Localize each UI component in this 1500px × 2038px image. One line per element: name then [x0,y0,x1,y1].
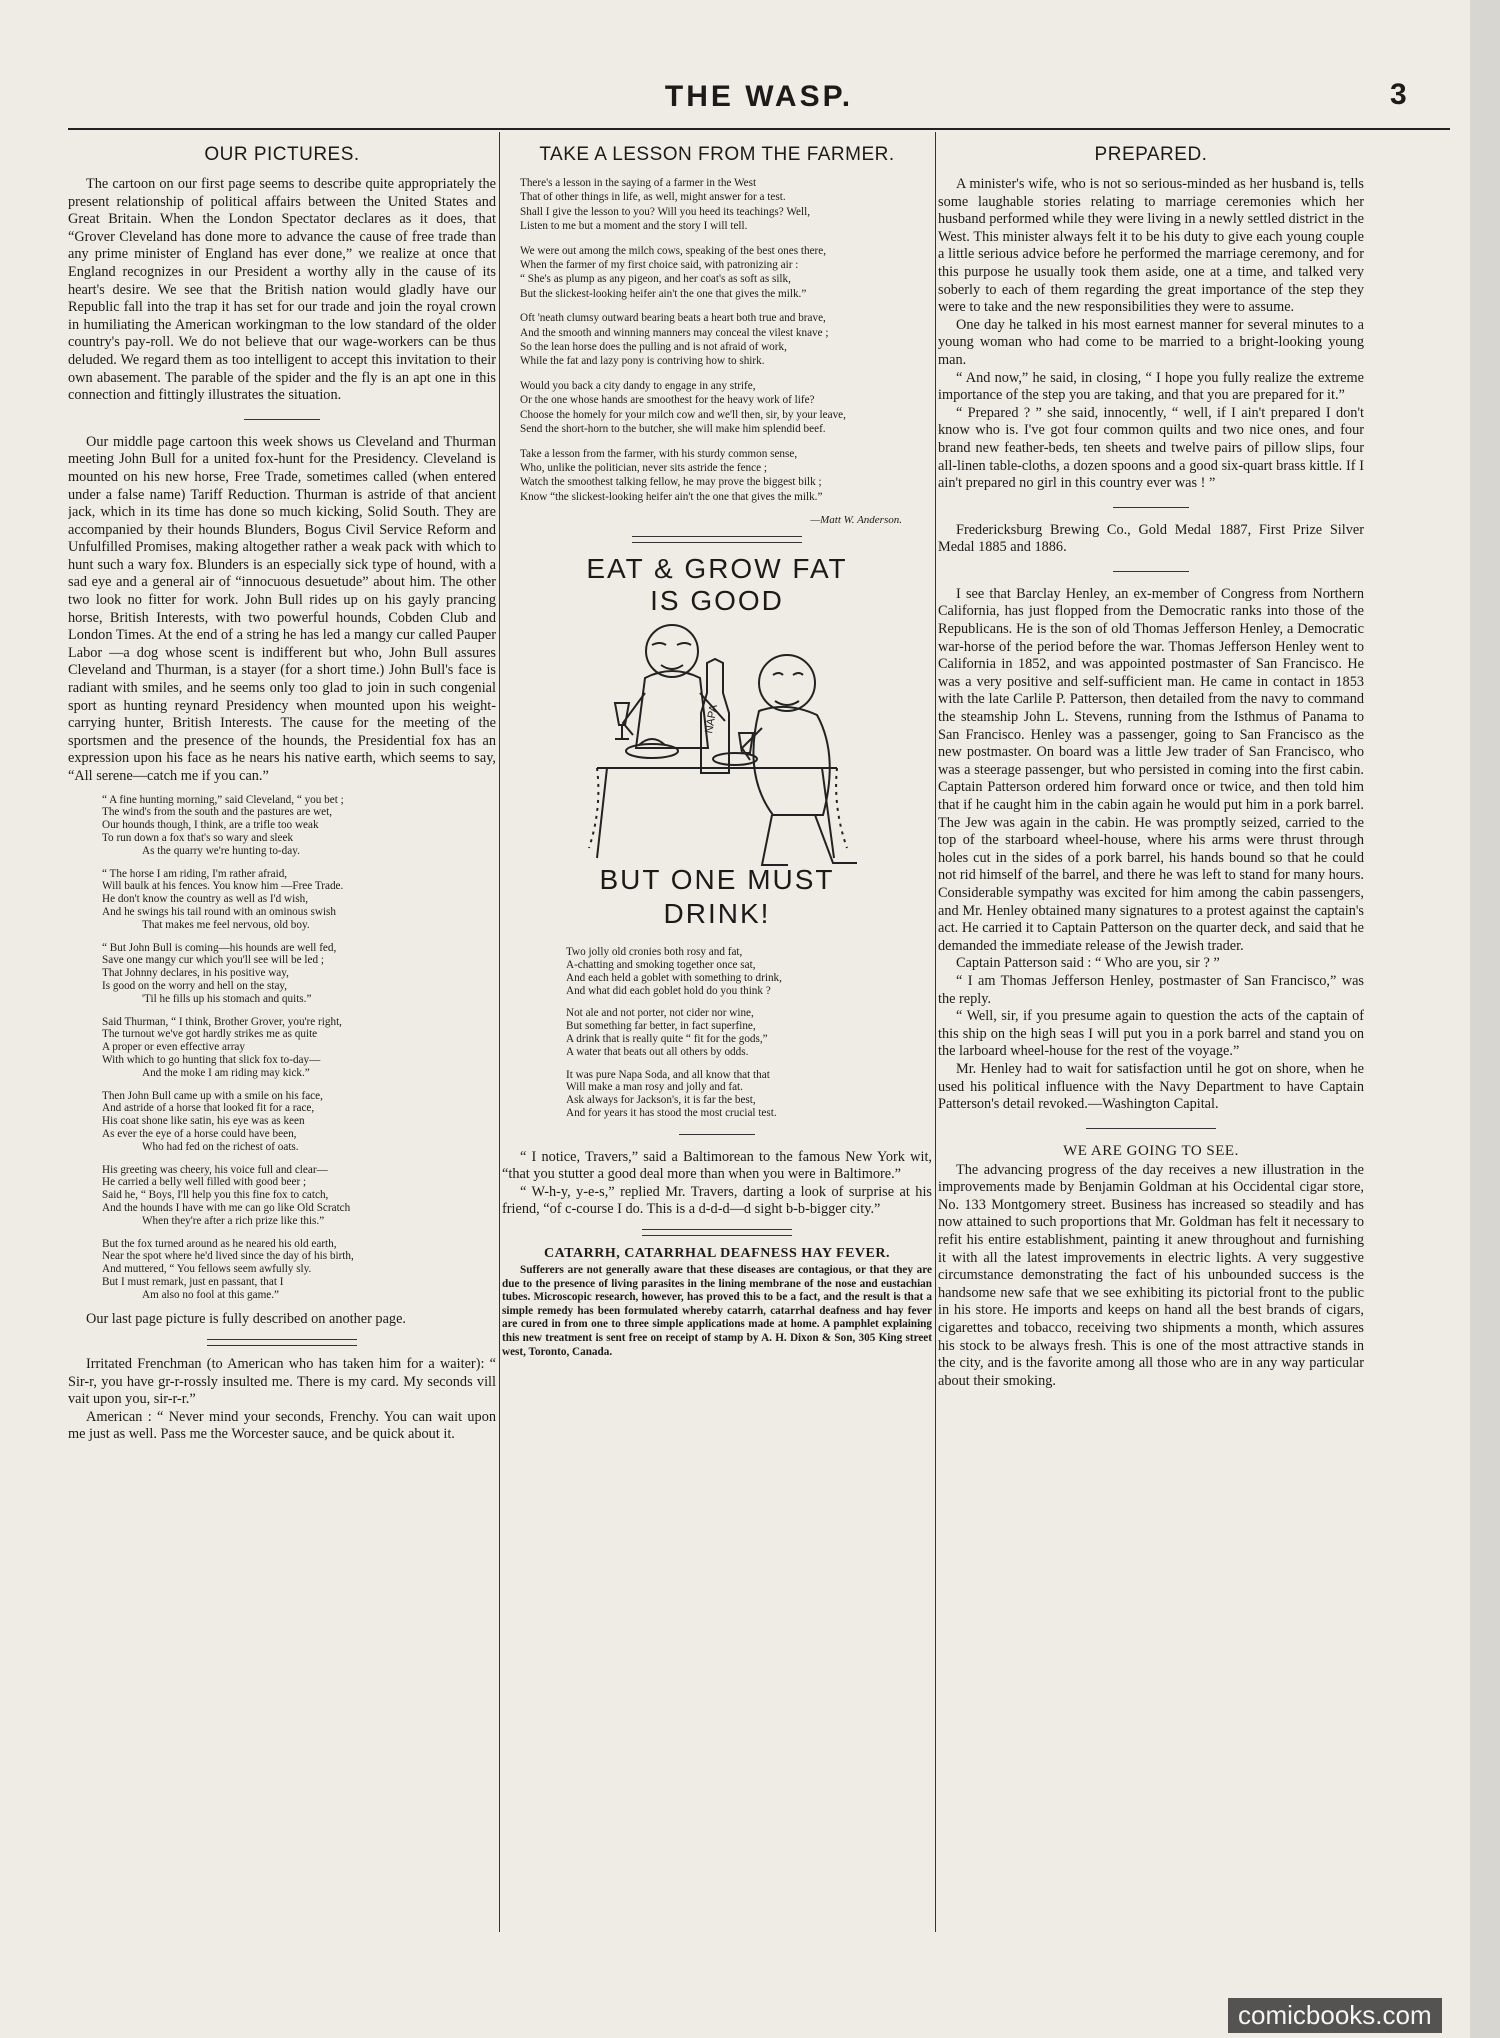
heading-going-to-see: WE ARE GOING TO SEE. [1063,1142,1239,1159]
napa-soda-ad-illustration [557,553,877,938]
poem-line: “ The horse I am riding, I'm rather afraid, [102,867,288,880]
poem-fox-hunt [68,794,496,1302]
poem-line: That Johnny declares, in his positive way, [102,967,289,980]
paragraph: “ I notice, Travers,” said a Baltimorean to the famous New York wit, “that you stutter a good deal more than when you were in Baltimore.” [502,1148,932,1183]
paragraph: Captain Patterson said : “ Who are you, sir ? ” [956,955,1220,972]
paragraph: Our middle page cartoon this week shows us Cleveland and Thurman meeting John Bull for a united fox-hunt for the Presidency. Cleveland is mounted on his new horse, Free Trade, sometimes called (when entered under a false name) Tariff Reduction. Thurman is astride of that ancient jack, which in its time has done so much kicking, Solid South. They are accompanied by their hounds Blunders, Bogus Civil Service Reform and Unfulfilled Promises, making altogether rather a weak pack with which to hunt such a wary fox. Blunders is an especially sick type of hound, with a sad eye and a general air of “innocuous desuetude” about him. The other two look no fitter for work. John Bull rides up on his gayly prancing horse, British Interests, with two powerful hounds, Cobden Club and London Times. At the end of a string he has led a mangy cur called Pauper Labor —a dog whose scent is indifferent but who, John Bull assures Cleveland and Thurman, is a stayer (for a short time.) John Bull's face is radiant with smiles, and he seems only too glad to join in such congenial sport as hunting reynard Presidency when mounted upon his weight-carrying hunter, British Interests. The cause for the meeting of the sportsmen and the presence of the hounds, the Presidential fox has an expression upon his face as he nears his native earth, which seems to say, “All serene—catch me if you can.” [68,433,496,784]
poem-line: But I must remark, just en passant, that I [102,1275,284,1288]
heading-prepared: PREPARED. [1094,144,1208,165]
paragraph: American : “ Never mind your seconds, Frenchy. You can wait upon me just as well. Pass me the Worcester sauce, and be quick about it. [68,1408,496,1443]
poem-line: Will make a man rosy and jolly and fat. [566,1081,743,1094]
poem-line: The turnout we've got hardly strikes me as quite [102,1028,318,1041]
catarrh-ad-text: Sufferers are not generally aware that these diseases are contagious, or that they are due to the presence of living parasites in the lining membrane of the nose and eustachian tubes. Microscopic research, however, has proved this to be a fact, and the result is that a simple remedy has been formulated whereby catarrh, catarrhal deafness and hay fever are cured in from one to three simple applications made at home. A pamphlet explaining this new treatment is sent free on receipt of stamp by A. H. Dixon & Son, 305 King street west, Toronto, Canada. [502,1264,932,1358]
poem-line: But the slickest-looking heifer ain't the one that gives the milk.” [520,287,807,300]
poem-line: Oft 'neath clumsy outward bearing beats a heart both true and brave, [520,312,826,325]
paragraph: The cartoon on our first page seems to describe quite appropriately the present relationship of political affairs between the United States and Great Britain. When the London Spectator declares as it does, that “Grover Cleveland has done more to advance the cause of free trade than any prime minister of England has ever done,” we realize at once that England recognizes in our President a worthy ally in the cause of its heart's desire. We see that the British nation would gladly have our Republic fall into the trap it has set for our trade and join the royal crown in humiliating the American workingman to the low standard of the older country's pay-roll. We do not believe that our wage-workers can be thus deluded. We regard them as too intelligent to accept this invitation to their own abasement. The parable of the spider and the fly is an apt one in this connection and fittingly illustrates the situation. [68,176,496,404]
column-middle [502,138,932,1933]
paragraph: Mr. Henley had to wait for satisfaction until he got on shore, when he used his political influence with the Navy Department to have Captain Patterson's detail revoked.—Washington Capital. [938,1060,1364,1113]
poem-line: A-chatting and smoking together once sat, [566,958,756,971]
poem-line: So the lean horse does the pulling and is not afraid of work, [520,341,787,354]
bottle-label: NAPA [703,703,720,735]
poem-line: While the fat and lazy pony is contriving how to shirk. [520,355,765,368]
poem-line: Then John Bull came up with a smile on his face, [102,1089,323,1102]
double-divider [642,1229,792,1236]
poem-line: Shall I give the lesson to you? Will you heed its teachings? Well, [520,205,810,218]
poem-line: Is good on the worry and hell on the stay, [102,979,288,992]
poem-line: And the hounds I have with me can go like Old Scratch [102,1201,351,1214]
poem-stanza [502,244,932,302]
poem-stanza [532,1007,932,1058]
poem-line: Listen to me but a moment and the story I will tell. [520,220,748,233]
poem-line: It was pure Napa Soda, and all know that that [566,1068,770,1081]
poem-stanza [502,447,932,505]
poem-line: And the moke I am riding may kick.” [142,1066,310,1079]
poem-line: And for years it has stood the most crucial test. [566,1106,777,1119]
poem-line: To run down a fox that's so wary and sleek [102,831,294,844]
poem-stanza [502,379,932,437]
poem-line: And he swings his tail round with an ominous swish [102,905,337,918]
poem-line: Two jolly old cronies both rosy and fat, [566,946,743,959]
paragraph: “ Well, sir, if you presume again to question the acts of the captain of this ship on the high seas I will put you in a pork barrel and stand you on the larboard wheel-house for the rest of the voyage.” [938,1008,1364,1060]
poem-line: Will baulk at his fences. You know him —Free Trade. [102,880,344,893]
poem-line: He carried a belly well filled with good beer ; [102,1176,307,1189]
paragraph: “ I am Thomas Jefferson Henley, postmaster of San Francisco,” was the reply. [938,972,1364,1007]
poem-line: And muttered, “ You fellows seem awfully sly. [102,1263,312,1276]
poem-line: “ But John Bull is coming—his hounds are well fed, [102,941,337,954]
divider [1113,571,1189,572]
watermark-text: comicbooks.com [1228,1998,1442,2033]
poem-line: There's a lesson in the saying of a farmer in the West [520,177,757,189]
poem-stanza [532,946,932,997]
poem-line: He don't know the country as well as I'd wish, [102,893,308,906]
poem-stanza [502,311,932,369]
poem-line: A drink that is really quite “ fit for the gods,” [566,1032,768,1045]
poem-line: And astride of a horse that looked fit for a race, [102,1102,315,1115]
poem-line: Near the spot where he'd lived since the day of his birth, [102,1250,354,1263]
poem-line: Said he, “ Boys, I'll help you this fine fox to catch, [102,1189,329,1202]
paragraph: A minister's wife, who is not so serious-minded as her husband is, tells some laughable stories relating to marriage ceremonies which her husband performed while they were living in a newly settled district in the West. This minister always felt it to be his duty to give each young couple a little serious advice before he performed the marriage ceremony, and for this purpose he usually took them aside, one at a time, and talked very soberly to each of them regarding the great importance of the step they were to take and the new responsibilities they were to assume. [938,176,1364,316]
poem-line: “ A fine hunting morning,” said Cleveland, “ you bet ; [102,793,344,806]
poem-line: A water that beats out all others by odds. [566,1045,749,1058]
poem-line: And the smooth and winning manners may conceal the vilest knave ; [520,326,829,339]
poem-line: His greeting was cheery, his voice full and clear— [102,1163,328,1176]
column-divider-2 [935,132,936,1932]
poem-line: Watch the smoothest talking fellow, he may prove the biggest bilk ; [520,476,822,489]
poem-signature: —Matt W. Anderson. [810,514,902,527]
poem-line: Said Thurman, “ I think, Brother Grover, you're right, [102,1015,342,1028]
paragraph: I see that Barclay Henley, an ex-member of Congress from Northern California, has just flopped from the Democratic ranks into those of the Republicans. He is the son of old Thomas Jefferson Henley, a Democratic war-horse of the period before the war. Thomas Jefferson Henley went to California in 1852, and was appointed postmaster of San Francisco. He was a very positive and self-sufficient man. He came in contact in 1853 with the late Carlile P. Patterson, then detailed from the navy to command the steamship John L. Stevens, running from the Isthmus of Panama to San Francisco. Henley was a passenger, going to San Francisco as the new postmaster. On board was a little Jew trader of San Francisco, who was a steerage passenger, but who persisted in coming into the first cabin. Captain Patterson ordered him forward once or twice, and then told him that if he caught him in the cabin again he would put him in a pork barrel. The Jew was again in the cabin. He was promptly seized, carried to the top of the starboard wheel-house, where his arms were thrust through holes cut in the sides of a pork barrel, his hands bound so that he could not rid himself of the barrel, and there he was left to stand for many hours. Considerable sympathy was excited for him among the cabin passengers, and Mr. Henley obtained many signatures to a protest against the captain's act. He carried it to Captain Patterson on the quarter deck, and said that he demanded the immediate release of the Jewish trader. [938,585,1364,954]
masthead-rule [68,128,1450,130]
poem-line: Or the one whose hands are smoothest for the heavy work of life? [520,394,815,407]
brewing-notice: Fredericksburg Brewing Co., Gold Medal 1887, First Prize Silver Medal 1885 and 1886. [938,521,1364,556]
paragraph: Our last page picture is fully described on another page. [86,1311,406,1328]
divider [244,419,320,420]
poem-farmer [502,176,932,504]
poem-line: But something far better, in fact superfine, [566,1020,756,1033]
poem-line: A proper or even effective array [102,1041,245,1054]
poem-stanza [68,1238,496,1302]
poem-stanza [68,1090,496,1154]
page-number: 3 [1390,78,1407,111]
paragraph: Irritated Frenchman (to American who has taken him for a waiter): “ Sir-r, you have gr-r-rossly insulted me. There is my card. My seconds vill vait upon you, sir-r-r.” [68,1356,496,1408]
ad-slogan-top: EAT & GROW FAT IS GOOD [586,553,848,617]
paragraph: “ W-h-y, y-e-s,” replied Mr. Travers, darting a look of surprise at his friend, “of c-course I do. This is a d-d-d—d sight b-b-bigger city.” [502,1183,932,1218]
divider [1113,507,1189,508]
poem-line: Save one mangy cur which you'll see will be led ; [102,954,324,967]
column-right [938,138,1364,1933]
poem-stanza [68,1016,496,1080]
poem-line: Choose the homely for your milch cow and we'll then, sir, by your leave, [520,408,846,421]
divider [679,1134,755,1135]
poem-line: Not ale and not porter, not cider nor wine, [566,1007,754,1020]
poem-stanza [68,942,496,1006]
poem-line: That makes me feel nervous, old boy. [142,918,310,931]
poem-line: Who had fed on the richest of oats. [142,1140,299,1153]
heading-farmer: TAKE A LESSON FROM THE FARMER. [539,144,895,165]
poem-line: Who, unlike the politician, never sits astride the fence ; [520,461,767,474]
poem-line: And what did each goblet hold do you think ? [566,984,771,997]
poem-line: Know “the slickest-looking heifer ain't the one that gives the milk.” [520,490,823,503]
heading-catarrh: CATARRH, CATARRHAL DEAFNESS HAY FEVER. [544,1246,890,1262]
divider [1086,1128,1216,1129]
poem-line: The wind's from the south and the pastures are wet, [102,806,333,819]
double-divider [207,1339,357,1346]
poem-line: But the fox turned around as he neared his old earth, [102,1237,337,1250]
paragraph: One day he talked in his most earnest manner for several minutes to a young woman who had come to be married to a bright-looking young man. [938,316,1364,368]
poem-line: 'Til he fills up his stomach and quits.” [142,992,312,1005]
column-left [68,138,496,1933]
poem-line: Ask always for Jackson's, it is far the best, [566,1094,756,1107]
poem-line: As the quarry we're hunting to-day. [142,844,300,857]
poem-line: Would you back a city dandy to engage in any strife, [520,379,756,392]
poem-line: And each held a goblet with something to drink, [566,971,782,984]
heading-our-pictures: OUR PICTURES. [204,144,360,165]
poem-line: “ She's as plump as any pigeon, and her coat's as soft as silk, [520,273,791,286]
poem-line: Take a lesson from the farmer, with his sturdy common sense, [520,447,798,460]
poem-stanza [68,1164,496,1228]
masthead-title: THE WASP. [664,80,854,113]
poem-stanza [68,794,496,858]
ad-slogan-bottom: BUT ONE MUST DRINK! [599,864,835,930]
poem-line: That of other things in life, as well, might answer for a test. [520,191,786,204]
paragraph: The advancing progress of the day receives a new illustration in the improvements made by Benjamin Goldman at his Occidental cigar store, No. 133 Montgomery street. Business has increased so steadily and has now attained to such proportions that Mr. Goldman has felt it necessary to refit his entire establishment, painting it anew throughout and furnishing it with all the latest improvements in electric lights. A very suggestive circumstance demonstrating the fact of his unbounded success is the handsome new safe that we see exhibiting its pictorial front to the public in his store. He imports and keeps on hand all the best brands of cigars, cigarettes and tobacco, receiving two shipments a month, which assures his stock to be always fresh. This is one of the most attractive stands in the city, and is the favorite among all those who are in any way particular about their smoking. [938,1161,1364,1389]
poem-stanza [502,176,932,234]
poem-stanza [532,1069,932,1120]
poem-line: We were out among the milch cows, speaking of the best ones there, [520,244,827,257]
poem-line: With which to go hunting that slick fox to-day— [102,1053,321,1066]
poem-line: When they're after a rich prize like this.” [142,1214,325,1227]
poem-line: As ever the eye of a horse could have been, [102,1127,297,1140]
poem-line: Am also no fool at this game.” [142,1288,280,1301]
column-divider-1 [499,132,500,1932]
poem-line: Our hounds though, I think, are a trifle too weak [102,819,319,832]
poem-stanza [68,868,496,932]
double-divider [632,536,802,543]
poem-line: When the farmer of my first choice said, with patronizing air : [520,259,799,272]
paragraph: “ And now,” he said, in closing, “ I hope you fully realize the extreme importance of the step you are taking, and that you are prepared for it.” [938,369,1364,404]
poem-line: His coat shone like satin, his eye was as keen [102,1115,305,1128]
paragraph: “ Prepared ? ” she said, innocently, “ well, if I ain't prepared I don't know who is. I've got four common quilts and two nice ones, and four brand new feather-beds, ten sheets and twelve pairs of pillow slips, four all-linen table-cloths, a dozen spoons and a good six-quart brass kittle. If I ain't prepared no girl in this country ever was ! ” [938,404,1364,492]
poem-line: Send the short-horn to the butcher, she will make him splendid beef. [520,423,826,436]
poem-napa-soda [532,946,932,1120]
